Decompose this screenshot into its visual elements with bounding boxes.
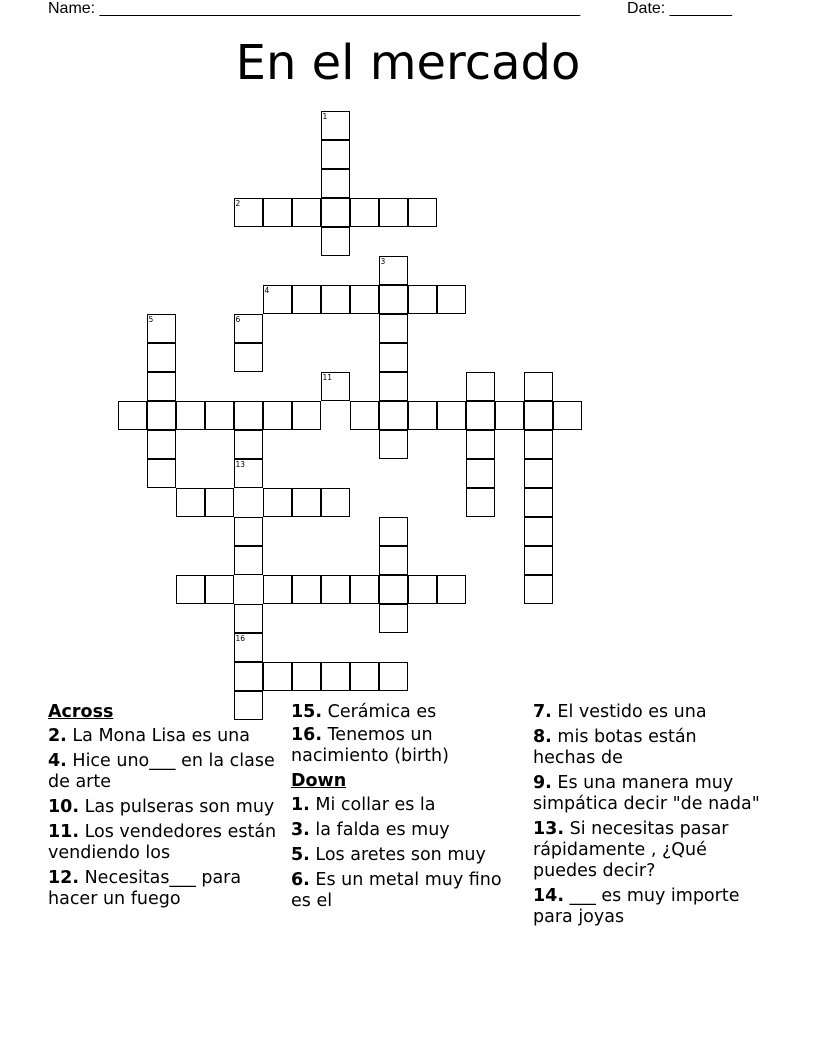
- crossword-cell[interactable]: [147, 372, 176, 401]
- crossword-cell[interactable]: [379, 198, 408, 227]
- clue-number: 1: [322, 112, 328, 121]
- crossword-cell[interactable]: [524, 546, 553, 575]
- crossword-cell[interactable]: [350, 401, 379, 430]
- crossword-cell[interactable]: [234, 430, 263, 459]
- crossword-cell[interactable]: [147, 343, 176, 372]
- crossword-cell[interactable]: [495, 401, 524, 430]
- name-label: Name: ______________________________________________________: [48, 0, 581, 17]
- clue-down-1: 1. Mi collar es la: [291, 795, 436, 815]
- clue-down-14: 14. ___ es muy importe para joyas: [533, 886, 740, 927]
- crossword-cell[interactable]: [176, 488, 205, 517]
- clues-column-3: [533, 702, 763, 932]
- crossword-cell[interactable]: [379, 546, 408, 575]
- crossword-cell[interactable]: [292, 488, 321, 517]
- crossword-cell[interactable]: [350, 662, 379, 691]
- across-heading: Across: [48, 702, 114, 722]
- crossword-cell[interactable]: [379, 372, 408, 401]
- crossword-cell[interactable]: [118, 401, 147, 430]
- crossword-cell[interactable]: [292, 198, 321, 227]
- clue-number: 3: [380, 257, 386, 266]
- crossword-cell[interactable]: [321, 662, 350, 691]
- crossword-cell[interactable]: [263, 285, 292, 314]
- clue-number: 16: [235, 634, 246, 643]
- clue-down-9: 9. Es una manera muy simpática decir "de nada": [533, 773, 760, 814]
- crossword-cell[interactable]: [321, 169, 350, 198]
- clue-down-3: 3. la falda es muy: [291, 820, 450, 840]
- clue-number: 4: [264, 286, 270, 295]
- clue-number: 2: [235, 199, 241, 208]
- crossword-cell[interactable]: [176, 575, 205, 604]
- clue-number: 11: [322, 373, 333, 382]
- clue-across-15: 15. Cerámica es: [291, 702, 437, 722]
- crossword-cell[interactable]: [263, 401, 292, 430]
- crossword-cell[interactable]: [321, 575, 350, 604]
- crossword-cell[interactable]: [466, 401, 495, 430]
- crossword-cell[interactable]: [408, 575, 437, 604]
- crossword-cell[interactable]: [321, 198, 350, 227]
- clue-across-16: 16. Tenemos un nacimiento (birth): [291, 725, 449, 766]
- page-title: En el mercado: [235, 35, 581, 91]
- crossword-cell[interactable]: [321, 488, 350, 517]
- crossword-cell[interactable]: [205, 575, 234, 604]
- crossword-cell[interactable]: [234, 459, 263, 488]
- crossword-cell[interactable]: [379, 314, 408, 343]
- clue-across-12: 12. Necesitas___ para hacer un fuego: [48, 868, 242, 909]
- crossword-cell[interactable]: [321, 140, 350, 169]
- crossword-cell[interactable]: [205, 401, 234, 430]
- crossword-cell[interactable]: [321, 372, 350, 401]
- crossword-cell[interactable]: [147, 430, 176, 459]
- crossword-cell[interactable]: [350, 575, 379, 604]
- crossword-cell[interactable]: [321, 285, 350, 314]
- clue-number: 5: [148, 315, 154, 324]
- crossword-cell[interactable]: [379, 662, 408, 691]
- crossword-cell[interactable]: [292, 662, 321, 691]
- crossword-cell[interactable]: [524, 488, 553, 517]
- crossword-cell[interactable]: [466, 430, 495, 459]
- crossword-cell[interactable]: [321, 111, 350, 140]
- crossword-cell[interactable]: [292, 285, 321, 314]
- crossword-cell[interactable]: [205, 488, 234, 517]
- crossword-cell[interactable]: [379, 401, 408, 430]
- crossword-cell[interactable]: [234, 401, 263, 430]
- crossword-cell[interactable]: [147, 401, 176, 430]
- crossword-cell[interactable]: [466, 488, 495, 517]
- clue-across-10: 10. Las pulseras son muy: [48, 797, 275, 817]
- crossword-cell[interactable]: [379, 604, 408, 633]
- crossword-cell[interactable]: [234, 546, 263, 575]
- date-label: Date: _______: [627, 0, 732, 17]
- crossword-cell[interactable]: [234, 662, 263, 691]
- crossword-cell[interactable]: [524, 430, 553, 459]
- crossword-cell[interactable]: [408, 198, 437, 227]
- clue-down-5: 5. Los aretes son muy: [291, 845, 486, 865]
- clue-across-4: 4. Hice uno___ en la clase de arte: [48, 751, 275, 792]
- down-heading: Down: [291, 771, 347, 791]
- crossword-cell[interactable]: [350, 285, 379, 314]
- crossword-cell[interactable]: [263, 575, 292, 604]
- crossword-cell[interactable]: [524, 372, 553, 401]
- crossword-cell[interactable]: [437, 401, 466, 430]
- crossword-cell[interactable]: [379, 256, 408, 285]
- crossword-cell[interactable]: [408, 401, 437, 430]
- clues-column-2: [291, 702, 521, 916]
- clue-across-2: 2. La Mona Lisa es una: [48, 726, 250, 746]
- crossword-cell[interactable]: [350, 198, 379, 227]
- crossword-cell[interactable]: [466, 459, 495, 488]
- crossword-cell[interactable]: [263, 488, 292, 517]
- crossword-cell[interactable]: [466, 372, 495, 401]
- crossword-cell[interactable]: [524, 401, 553, 430]
- crossword-cell[interactable]: [292, 575, 321, 604]
- clue-across-11: 11. Los vendedores están vendiendo los: [48, 822, 277, 863]
- crossword-cell[interactable]: [437, 285, 466, 314]
- crossword-cell[interactable]: [553, 401, 582, 430]
- crossword-cell[interactable]: [379, 430, 408, 459]
- crossword-cell[interactable]: [292, 401, 321, 430]
- clue-down-6: 6. Es un metal muy fino es el: [291, 870, 502, 911]
- crossword-cell[interactable]: [437, 575, 466, 604]
- clues-column-1: [48, 702, 278, 914]
- crossword-cell[interactable]: [321, 227, 350, 256]
- crossword-cell[interactable]: [524, 459, 553, 488]
- crossword-cell[interactable]: [234, 517, 263, 546]
- clue-number: 6: [235, 315, 241, 324]
- crossword-cell[interactable]: [524, 575, 553, 604]
- clue-number: 13: [235, 460, 246, 469]
- crossword-cell[interactable]: [408, 285, 437, 314]
- crossword-cell[interactable]: [234, 604, 263, 633]
- clue-down-7: 7. El vestido es una: [533, 702, 707, 722]
- crossword-cell[interactable]: [263, 198, 292, 227]
- crossword-cell[interactable]: [234, 343, 263, 372]
- crossword-cell[interactable]: [379, 343, 408, 372]
- clue-down-13: 13. Si necesitas pasar rápidamente , ¿Qué puedes decir?: [533, 819, 729, 881]
- crossword-cell[interactable]: [234, 198, 263, 227]
- crossword-cell[interactable]: [524, 517, 553, 546]
- crossword-cell[interactable]: [176, 401, 205, 430]
- crossword-cell[interactable]: [379, 517, 408, 546]
- crossword-cell[interactable]: [379, 285, 408, 314]
- crossword-cell[interactable]: [147, 459, 176, 488]
- crossword-cell[interactable]: [263, 662, 292, 691]
- crossword-cell[interactable]: [234, 314, 263, 343]
- crossword-cell[interactable]: [147, 314, 176, 343]
- crossword-cell[interactable]: [379, 575, 408, 604]
- clue-down-8: 8. mis botas están hechas de: [533, 727, 697, 768]
- crossword-cell[interactable]: [234, 633, 263, 662]
